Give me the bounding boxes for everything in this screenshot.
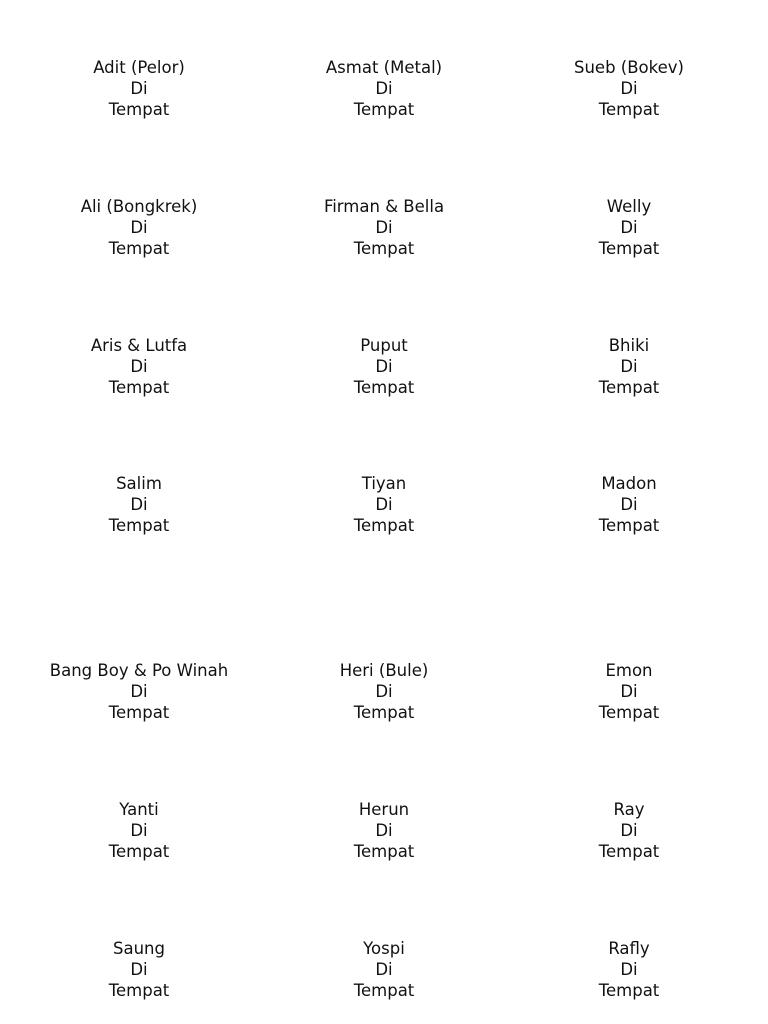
label-tempat: Tempat	[108, 100, 170, 119]
label-name: Bhiki	[608, 336, 650, 355]
label-name: Rafly	[608, 939, 650, 958]
address-label	[509, 335, 749, 398]
label-tempat: Tempat	[353, 703, 415, 722]
address-label	[509, 799, 749, 862]
address-label	[509, 938, 749, 1001]
label-tempat: Tempat	[598, 378, 660, 397]
label-tempat: Tempat	[353, 100, 415, 119]
label-di: Di	[375, 821, 393, 840]
address-label	[19, 57, 259, 120]
label-name: Adit (Pelor)	[93, 58, 185, 77]
label-name: Yanti	[119, 800, 159, 819]
address-label	[264, 473, 504, 536]
label-tempat: Tempat	[598, 981, 660, 1000]
label-di: Di	[375, 682, 393, 701]
address-label	[509, 57, 749, 120]
label-di: Di	[620, 218, 638, 237]
label-tempat: Tempat	[108, 703, 170, 722]
address-label	[19, 196, 259, 259]
label-tempat: Tempat	[598, 100, 660, 119]
address-label	[264, 57, 504, 120]
label-tempat: Tempat	[108, 981, 170, 1000]
label-di: Di	[130, 682, 148, 701]
label-name: Yospi	[363, 939, 405, 958]
label-di: Di	[375, 79, 393, 98]
address-label	[264, 335, 504, 398]
label-tempat: Tempat	[598, 516, 660, 535]
address-label	[264, 660, 504, 723]
label-di: Di	[375, 960, 393, 979]
label-tempat: Tempat	[108, 516, 170, 535]
label-name: Ray	[613, 800, 645, 819]
label-di: Di	[620, 821, 638, 840]
label-tempat: Tempat	[598, 239, 660, 258]
label-di: Di	[620, 495, 638, 514]
label-name: Firman & Bella	[323, 197, 445, 216]
label-di: Di	[130, 218, 148, 237]
label-name: Madon	[601, 474, 657, 493]
label-name: Welly	[606, 197, 652, 216]
label-tempat: Tempat	[108, 239, 170, 258]
label-tempat: Tempat	[598, 842, 660, 861]
label-tempat: Tempat	[353, 378, 415, 397]
label-di: Di	[375, 357, 393, 376]
address-label	[509, 660, 749, 723]
label-name: Bang Boy & Po Winah	[49, 661, 229, 680]
address-label	[264, 196, 504, 259]
address-label	[264, 799, 504, 862]
label-tempat: Tempat	[108, 378, 170, 397]
label-name: Asmat (Metal)	[325, 58, 443, 77]
label-name: Aris & Lutfa	[90, 336, 188, 355]
label-tempat: Tempat	[353, 981, 415, 1000]
label-name: Saung	[113, 939, 165, 958]
label-name: Heri (Bule)	[339, 661, 429, 680]
label-tempat: Tempat	[598, 703, 660, 722]
label-tempat: Tempat	[353, 842, 415, 861]
address-label	[19, 335, 259, 398]
label-di: Di	[620, 79, 638, 98]
label-name: Emon	[605, 661, 653, 680]
label-di: Di	[130, 79, 148, 98]
label-di: Di	[130, 821, 148, 840]
address-label	[509, 473, 749, 536]
label-name: Salim	[116, 474, 162, 493]
address-label	[264, 938, 504, 1001]
label-di: Di	[375, 495, 393, 514]
label-di: Di	[620, 682, 638, 701]
label-tempat: Tempat	[353, 516, 415, 535]
address-label	[19, 938, 259, 1001]
label-name: Herun	[358, 800, 410, 819]
address-label	[19, 799, 259, 862]
label-tempat: Tempat	[108, 842, 170, 861]
label-name: Sueb (Bokev)	[574, 58, 684, 77]
label-tempat: Tempat	[353, 239, 415, 258]
label-di: Di	[130, 357, 148, 376]
address-label	[19, 660, 259, 723]
label-name: Puput	[360, 336, 408, 355]
label-di: Di	[375, 218, 393, 237]
label-name: Ali (Bongkrek)	[80, 197, 198, 216]
label-name: Tiyan	[361, 474, 407, 493]
label-di: Di	[620, 357, 638, 376]
label-di: Di	[130, 960, 148, 979]
address-label	[19, 473, 259, 536]
address-label	[509, 196, 749, 259]
label-di: Di	[620, 960, 638, 979]
label-di: Di	[130, 495, 148, 514]
